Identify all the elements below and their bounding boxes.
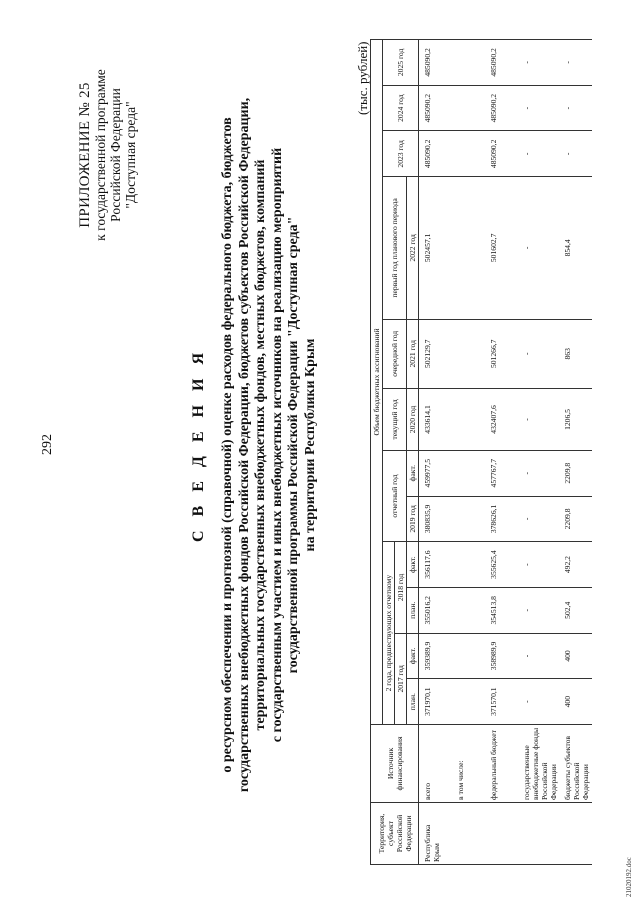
- cell-value: 502457,1: [419, 177, 453, 319]
- header-group-current: текущий год: [383, 389, 407, 451]
- cell-territory: [485, 803, 518, 865]
- header-year: 2024 год: [383, 85, 419, 131]
- header-source: Источник финансирования: [371, 725, 419, 803]
- cell-value: [452, 496, 485, 542]
- cell-value: 459977,5: [419, 450, 453, 496]
- cell-value: -: [518, 40, 559, 86]
- table-row: [518, 40, 559, 865]
- cell-value: -: [518, 679, 559, 725]
- heading-line: о ресурсном обеспечении и прогнозной (справочной) оценке расходов федерального бюджета, бюджетов: [220, 117, 235, 773]
- cell-value: 355625,4: [485, 542, 518, 588]
- heading-line: государственной программы Российской Федерации "Доступная среда": [286, 216, 301, 674]
- header-fact: факт.: [407, 542, 419, 588]
- cell-value: 400: [559, 679, 592, 725]
- cell-value: -: [518, 319, 559, 389]
- document-heading: [190, 55, 319, 835]
- appendix-line: к государственной программе: [93, 69, 108, 241]
- cell-value: 1206,5: [559, 389, 592, 451]
- header-year: 2022 год: [407, 177, 419, 319]
- cell-value: 502,4: [559, 587, 592, 633]
- cell-value: [452, 633, 485, 679]
- cell-source: государственные внебюджетные фонды Российской Федерации: [518, 725, 559, 803]
- cell-value: [452, 131, 485, 177]
- cell-value: -: [518, 496, 559, 542]
- cell-value: 354513,8: [485, 587, 518, 633]
- appendix-line: "Доступная среда": [123, 101, 138, 209]
- header-group-main: Объем бюджетных ассигнований: [371, 40, 383, 725]
- cell-value: 485090,2: [419, 131, 453, 177]
- appendix-title: ПРИЛОЖЕНИЕ № 25: [77, 82, 93, 228]
- header-year: 2020 год: [407, 389, 419, 451]
- cell-value: [452, 177, 485, 319]
- cell-value: -: [518, 450, 559, 496]
- heading-line: территориальных государственных внебюджетных фондов, местных бюджетов, компаний: [253, 159, 268, 731]
- cell-value: -: [559, 40, 592, 86]
- cell-territory: Республика Крым: [419, 803, 453, 865]
- cell-value: 371570,1: [485, 679, 518, 725]
- appendix-block: [78, 25, 138, 285]
- header-year: 2021 год: [407, 319, 419, 389]
- header-group-first-plan: первый год планового периода: [383, 177, 407, 319]
- cell-value: 863: [559, 319, 592, 389]
- cell-territory: [518, 803, 559, 865]
- page-number: 292: [40, 434, 55, 455]
- cell-value: 501266,7: [485, 319, 518, 389]
- cell-value: 432407,6: [485, 389, 518, 451]
- heading-line: на территории Республики Крым: [302, 338, 318, 552]
- heading-line: государственных внебюджетных фондов Российской Федерации, бюджетов субъектов Российской Федерации,: [236, 97, 252, 793]
- table-row: [419, 40, 453, 865]
- cell-value: 485090,2: [419, 40, 453, 86]
- cell-value: -: [518, 389, 559, 451]
- header-group-prev: 2 года, предшествующих отчетному: [383, 542, 395, 725]
- cell-value: [452, 319, 485, 389]
- cell-value: 457767,7: [485, 450, 518, 496]
- header-year: 2023 год: [383, 131, 419, 177]
- header-year: 2025 год: [383, 40, 419, 86]
- cell-value: 492,2: [559, 542, 592, 588]
- cell-value: 854,4: [559, 177, 592, 319]
- cell-value: 502129,7: [419, 319, 453, 389]
- cell-source: в том числе:: [452, 725, 485, 803]
- cell-value: 400: [559, 633, 592, 679]
- cell-value: 433614,1: [419, 389, 453, 451]
- cell-value: 501602,7: [485, 177, 518, 319]
- cell-value: 371970,1: [419, 679, 453, 725]
- cell-value: [452, 542, 485, 588]
- cell-territory: [452, 803, 485, 865]
- cell-source: бюджеты субъектов Российской Федерации: [559, 725, 592, 803]
- header-plan: план.: [407, 587, 419, 633]
- cell-value: 485090,2: [419, 85, 453, 131]
- header-group-report: отчетный год: [383, 450, 407, 541]
- cell-value: 355016,2: [419, 587, 453, 633]
- cell-source: федеральный бюджет: [485, 725, 518, 803]
- cell-value: 2209,8: [559, 450, 592, 496]
- header-plan: план.: [407, 679, 419, 725]
- cell-value: [452, 85, 485, 131]
- cell-value: 485090,2: [485, 131, 518, 177]
- cell-value: 356117,6: [419, 542, 453, 588]
- header-fact: факт.: [407, 633, 419, 679]
- header-year: 2017 год: [395, 633, 407, 724]
- cell-value: -: [518, 177, 559, 319]
- cell-territory: [559, 803, 592, 865]
- cell-value: 2209,8: [559, 496, 592, 542]
- heading-title: С В Е Д Е Н И Я: [190, 347, 207, 543]
- heading-line: с государственным участием и иных внебюджетных источников на реализацию мероприятий: [269, 147, 285, 743]
- cell-value: -: [518, 633, 559, 679]
- table-row: [485, 40, 518, 865]
- funding-table: [370, 39, 592, 865]
- cell-value: -: [518, 542, 559, 588]
- cell-value: 380835,9: [419, 496, 453, 542]
- heading-text: [220, 55, 319, 835]
- footer-filename: 21020192.doc: [625, 857, 633, 897]
- cell-value: -: [518, 85, 559, 131]
- header-territory: Территория, субъект Российской Федерации: [371, 803, 419, 865]
- cell-value: 359389,9: [419, 633, 453, 679]
- table-row: [559, 40, 592, 865]
- cell-value: 485090,2: [485, 40, 518, 86]
- cell-value: -: [518, 587, 559, 633]
- units-label: (тыс. рублей): [355, 41, 370, 115]
- table-row: [452, 40, 485, 865]
- header-year: 2018 год: [395, 542, 407, 633]
- cell-value: -: [559, 131, 592, 177]
- header-year: 2019 год: [407, 496, 419, 542]
- header-fact: факт.: [407, 450, 419, 496]
- cell-source: всего: [419, 725, 453, 803]
- cell-value: [452, 389, 485, 451]
- cell-value: [452, 40, 485, 86]
- cell-value: -: [518, 131, 559, 177]
- cell-value: [452, 679, 485, 725]
- cell-value: [452, 450, 485, 496]
- cell-value: 485090,2: [485, 85, 518, 131]
- cell-value: 358989,9: [485, 633, 518, 679]
- appendix-line: Российской Федерации: [108, 88, 123, 222]
- header-group-next: очередной год: [383, 319, 407, 389]
- cell-value: 378626,1: [485, 496, 518, 542]
- cell-value: -: [559, 85, 592, 131]
- cell-value: [452, 587, 485, 633]
